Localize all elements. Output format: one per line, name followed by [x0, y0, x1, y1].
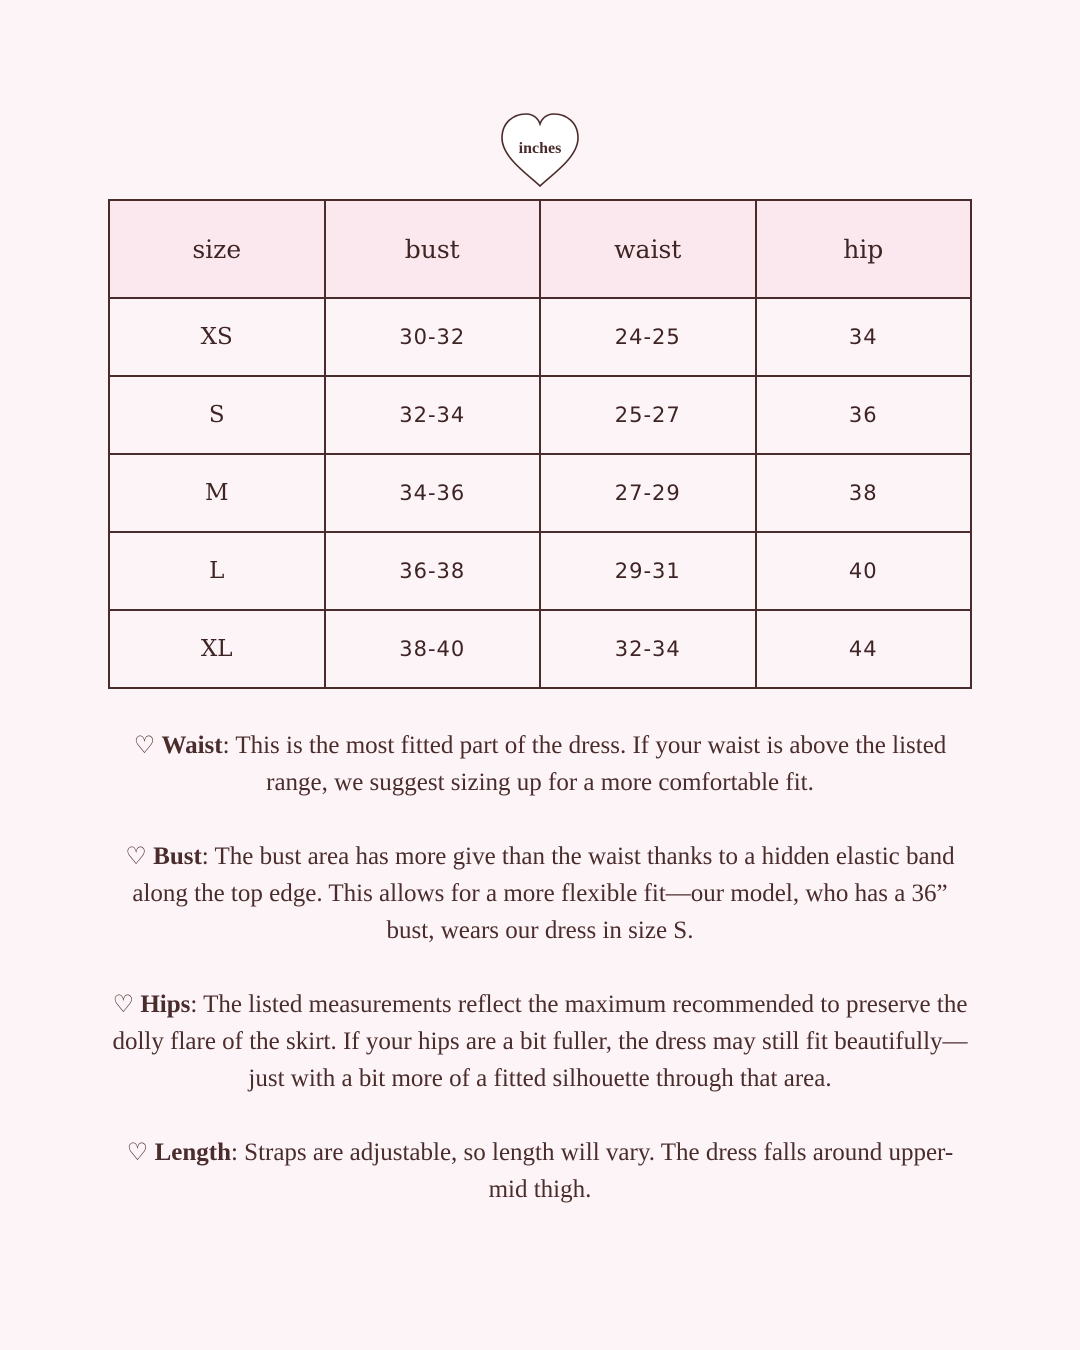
waist-cell: 27-29 — [540, 454, 756, 532]
size-chart-table — [108, 199, 972, 689]
note-length — [108, 1134, 972, 1208]
note-text: : The bust area has more give than the waist thanks to a hidden elastic band along the top edge. This allows for a more flexible fit—our model, who has a 36” bust, wears our dress in size S. — [132, 843, 955, 944]
bust-cell: 32-34 — [325, 376, 541, 454]
table-row — [109, 610, 971, 688]
bust-cell: 38-40 — [325, 610, 541, 688]
unit-label: inches — [518, 140, 562, 157]
hip-cell: 44 — [756, 610, 972, 688]
note-waist — [108, 727, 972, 801]
header-waist: waist — [540, 200, 756, 298]
heart-outline-icon: ♡ — [126, 1138, 149, 1166]
header-hip: hip — [756, 200, 972, 298]
bust-cell: 30-32 — [325, 298, 541, 376]
size-cell: S — [109, 376, 325, 454]
hip-cell: 38 — [756, 454, 972, 532]
fit-notes — [108, 727, 972, 1245]
note-bust — [108, 838, 972, 949]
note-hips — [108, 986, 972, 1097]
size-cell: XS — [109, 298, 325, 376]
heart-outline-icon: ♡ — [125, 842, 147, 870]
note-label: Bust — [153, 843, 202, 870]
size-cell: L — [109, 532, 325, 610]
hip-cell: 40 — [756, 532, 972, 610]
waist-cell: 25-27 — [540, 376, 756, 454]
table-header-row — [109, 200, 971, 298]
table-row — [109, 532, 971, 610]
size-cell: XL — [109, 610, 325, 688]
hip-cell: 36 — [756, 376, 972, 454]
note-text: : The listed measurements reflect the maximum recommended to preserve the dolly flare of the skirt. If your hips are a bit fuller, the dress may still fit beautifully—just with a bit more of a fitted silhouette through that area. — [112, 991, 968, 1092]
heart-outline-icon: ♡ — [112, 990, 135, 1018]
header-bust: bust — [325, 200, 541, 298]
note-label: Hips — [140, 991, 191, 1018]
size-cell: M — [109, 454, 325, 532]
waist-cell: 29-31 — [540, 532, 756, 610]
waist-cell: 32-34 — [540, 610, 756, 688]
note-label: Length — [154, 1139, 231, 1166]
note-text: : This is the most fitted part of the dress. If your waist is above the listed range, we suggest sizing up for a more comfortable fit. — [222, 732, 947, 796]
bust-cell: 36-38 — [325, 532, 541, 610]
heart-outline-icon: ♡ — [133, 731, 156, 759]
note-text: : Straps are adjustable, so length will vary. The dress falls around upper-mid thigh. — [230, 1139, 954, 1203]
table-row — [109, 454, 971, 532]
table-row — [109, 376, 971, 454]
waist-cell: 24-25 — [540, 298, 756, 376]
table-row — [109, 298, 971, 376]
unit-badge — [500, 112, 580, 188]
hip-cell: 34 — [756, 298, 972, 376]
note-label: Waist — [161, 732, 223, 759]
header-size: size — [109, 200, 325, 298]
bust-cell: 34-36 — [325, 454, 541, 532]
